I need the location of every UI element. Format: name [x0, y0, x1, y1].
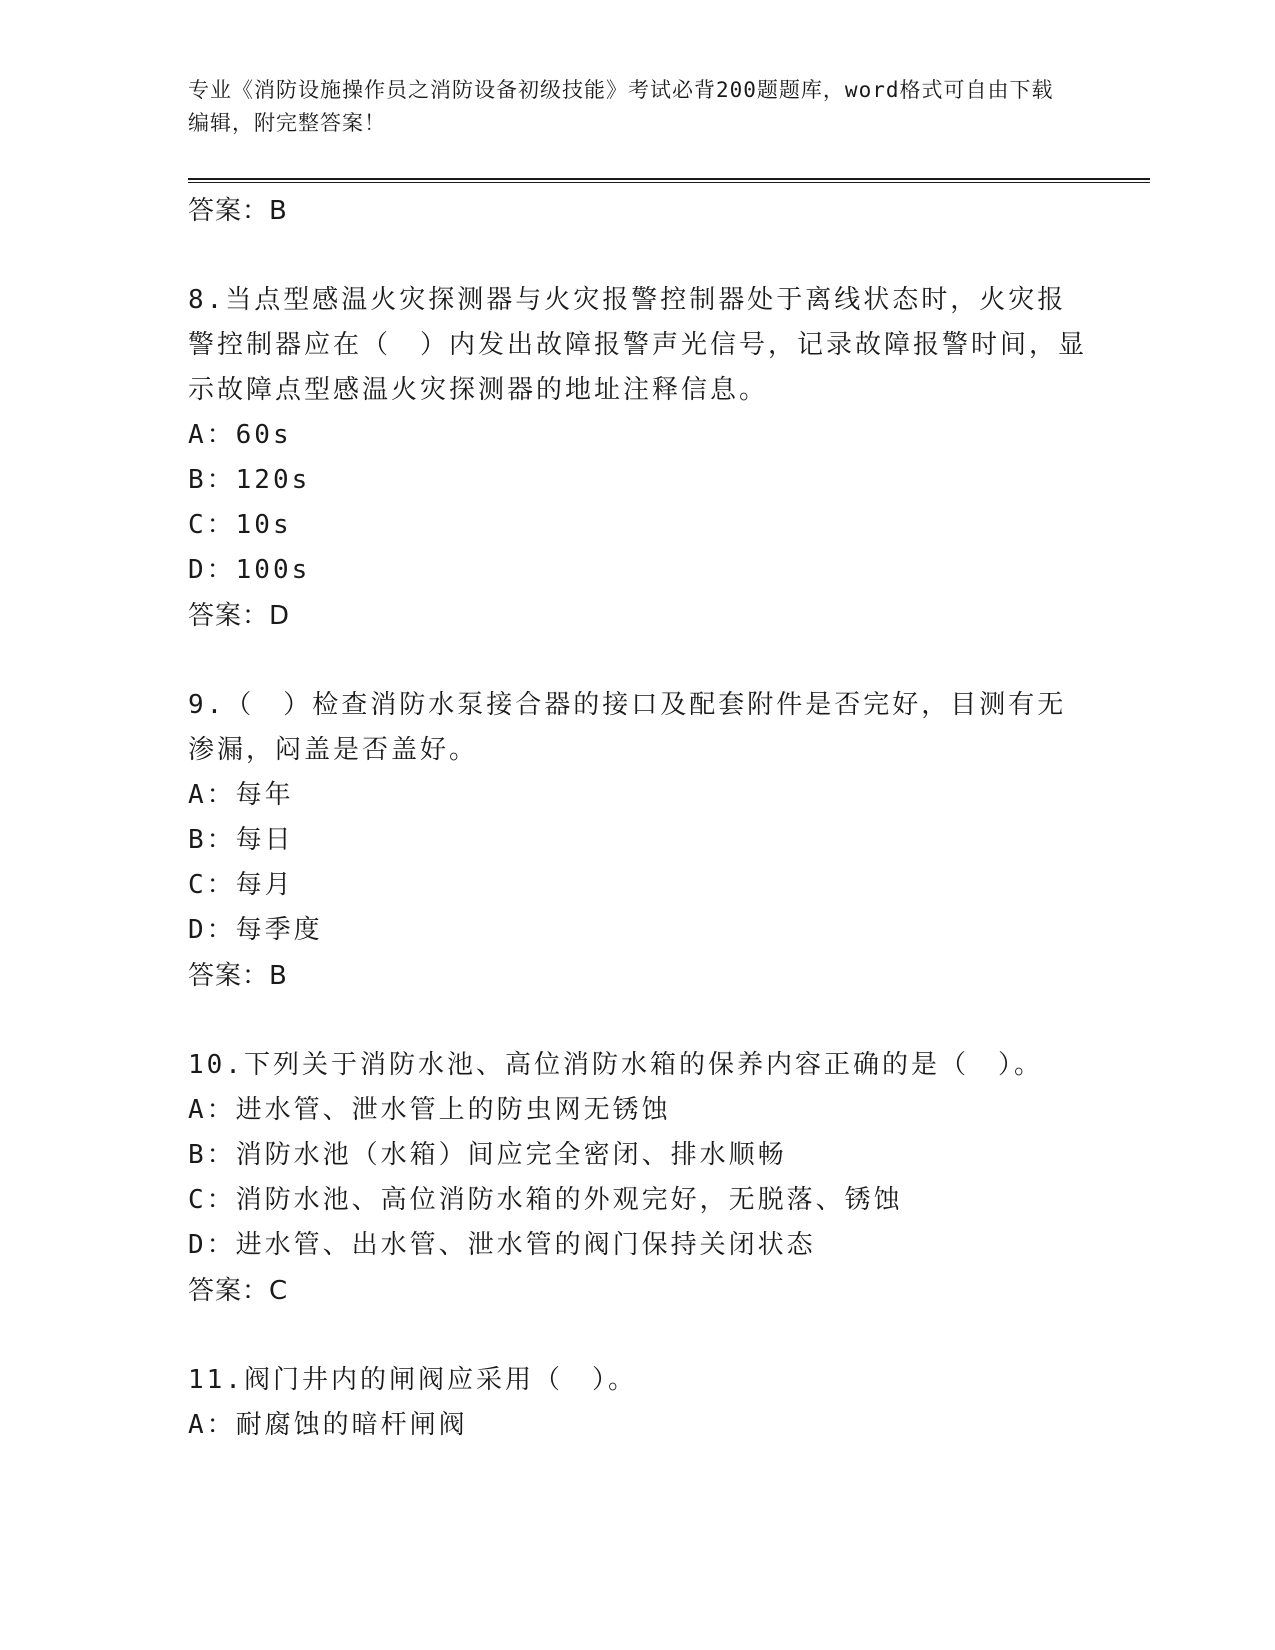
- option-d: D：100s: [188, 555, 311, 585]
- answer-line: 答案：B: [188, 961, 288, 991]
- header-divider: [188, 178, 1150, 183]
- option-a: A：每年: [188, 780, 294, 810]
- question-block: [188, 1043, 1088, 1314]
- option-b: B：每日: [188, 825, 294, 855]
- answer-line: 答案：D: [188, 601, 291, 631]
- option-d: D：进水管、出水管、泄水管的阀门保持关闭状态: [188, 1230, 816, 1260]
- option-c: C：消防水池、高位消防水箱的外观完好，无脱落、锈蚀: [188, 1185, 903, 1215]
- question-block: [188, 278, 1088, 639]
- spacer: [188, 639, 1088, 683]
- question-block: [188, 683, 1088, 999]
- question-text: 11.阀门井内的闸阀应采用（ ）。: [188, 1365, 637, 1395]
- spacer: [188, 999, 1088, 1043]
- document-header: 专业《消防设施操作员之消防设备初级技能》考试必背200题题库，word格式可自由下载编辑，附完整答案！: [188, 78, 1054, 135]
- option-a: A：60s: [188, 420, 292, 450]
- question-list: [188, 188, 1088, 1448]
- spacer: [188, 1314, 1088, 1358]
- option-c: C：10s: [188, 510, 292, 540]
- question-text: 8.当点型感温火灾探测器与火灾报警控制器处于离线状态时，火灾报警控制器应在（ ）内发出故障报警声光信号，记录故障报警时间，显示故障点型感温火灾探测器的地址注释信息。: [188, 285, 1088, 405]
- question-text: 9.（ ）检查消防水泵接合器的接口及配套附件是否完好，目测有无渗漏，闷盖是否盖好。: [188, 690, 1067, 765]
- option-b: B：120s: [188, 465, 311, 495]
- option-b: B：消防水池（水箱）间应完全密闭、排水顺畅: [188, 1140, 787, 1170]
- answer-line: 答案：B: [188, 196, 288, 226]
- spacer: [188, 234, 1088, 278]
- question-text: 10.下列关于消防水池、高位消防水箱的保养内容正确的是（ ）。: [188, 1050, 1043, 1080]
- option-a: A：耐腐蚀的暗杆闸阀: [188, 1410, 468, 1440]
- option-a: A：进水管、泄水管上的防虫网无锈蚀: [188, 1095, 671, 1125]
- answer-line: 答案：C: [188, 1276, 289, 1306]
- option-c: C：每月: [188, 870, 294, 900]
- option-d: D：每季度: [188, 915, 323, 945]
- question-block: [188, 1358, 1088, 1448]
